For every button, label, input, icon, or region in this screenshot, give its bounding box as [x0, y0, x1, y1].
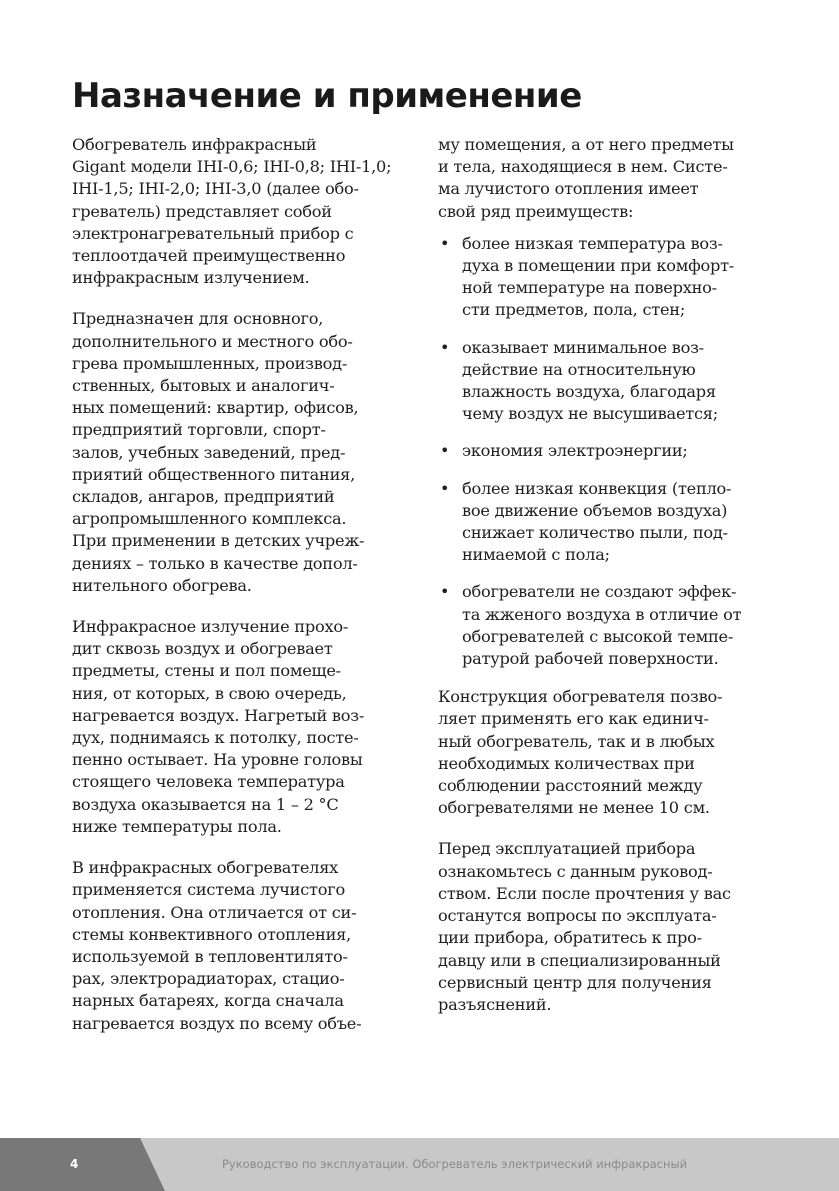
list-item-text: экономия электроэнергии; — [462, 441, 688, 461]
right-column — [438, 134, 778, 1035]
list-item-text: более низкая температура воз- духа в помещении при комфорт- ной температуре на поверхно- сти предметов, пола, стен; — [462, 233, 735, 320]
paragraph-infrared-principle: Инфракрасное излучение прохо- дит сквозь воздух и обогревает предметы, стены и пол помеще- ния, от которых, в свою очередь, нагревается воздух. Нагретый воз- дух, поднимаясь к потолку, посте- пенно остывает. На уровне головы стоящего человека температура воздуха оказывается на 1 – 2 °C ниже температуры пола. — [72, 617, 365, 836]
list-item — [438, 337, 778, 426]
bullet-icon: • — [440, 233, 450, 253]
list-item — [438, 233, 778, 322]
page-number: 4 — [70, 1157, 79, 1171]
paragraph-continuation: му помещения, а от него предметы и тела, находящиеся в нем. Систе- ма лучистого отопления имеет свой ряд преимуществ: — [438, 135, 734, 221]
bullet-icon: • — [440, 337, 450, 357]
footer-caption: Руководство по эксплуатации. Обогреватель электрический инфракрасный — [222, 1157, 688, 1171]
paragraph-construction: Конструкция обогревателя позво- ляет применять его как единич- ный обогреватель, так и в любых необходимых количествах при соблюдении расстояний между обогревателями не менее 10 см. — [438, 687, 723, 818]
paragraph-description: Обогреватель инфракрасный Gigant модели IHI-0,6; IHI-0,8; IHI-1,0; IHI-1,5; IHI-2,0; IHI-3,0 (далее обо- греватель) представляет собой электронагревательный прибор с теплоотдачей преимущественно инфракрасным излучением. — [72, 135, 392, 288]
bullet-icon: • — [440, 441, 450, 461]
paragraph-radiant-heating: В инфракрасных обогревателях применяется система лучистого отопления. Она отличается от си- стемы конвективного отопления, используемой в тепловентилято- рах, электрорадиаторах, стацио- нарных батареях, когда сначала нагревается воздух по всему объе- — [72, 858, 362, 1033]
list-item — [438, 478, 778, 567]
page-title: Назначение и применение — [72, 76, 582, 116]
list-item — [438, 581, 778, 670]
list-item-text: оказывает минимальное воз- действие на относительную влажность воздуха, благодаря чему воздух не высушивается; — [462, 337, 718, 424]
advantages-list — [438, 233, 778, 670]
bullet-icon: • — [440, 582, 450, 602]
paragraph-purpose: Предназначен для основного, дополнительного и местного обо- грева промышленных, производ- ственных, бытовых и аналогич- ных помещений: квартир, офисов, предприятий торговли, спорт- залов, учебных заведений, пред- приятий общественного питания, складов, ангаров, предприятий агропромышленного комплекса. При применении в детских учреж- дениях – только в качестве допол- нительного обогрева. — [72, 309, 365, 595]
footer-page-tab — [0, 1138, 165, 1191]
list-item-text: обогреватели не создают эффек- та жженого воздуха в отличие от обогревателей с высокой темпе- ратурой рабочей поверхности. — [462, 582, 742, 669]
list-item-text: более низкая конвекция (тепло- вое движение объемов воздуха) снижает количество пыли, под- нимаемой с пола; — [462, 478, 732, 565]
left-column — [72, 134, 402, 1054]
bullet-icon: • — [440, 478, 450, 498]
footer-bar — [0, 1138, 839, 1191]
list-item — [438, 440, 778, 462]
paragraph-before-use: Перед эксплуатацией прибора ознакомьтесь с данным руковод- ством. Если после прочтения у вас останутся вопросы по эксплуата- ции прибора, обратитесь к про- давцу или в специализированный сервисный центр для получения разъяснений. — [438, 839, 731, 1014]
